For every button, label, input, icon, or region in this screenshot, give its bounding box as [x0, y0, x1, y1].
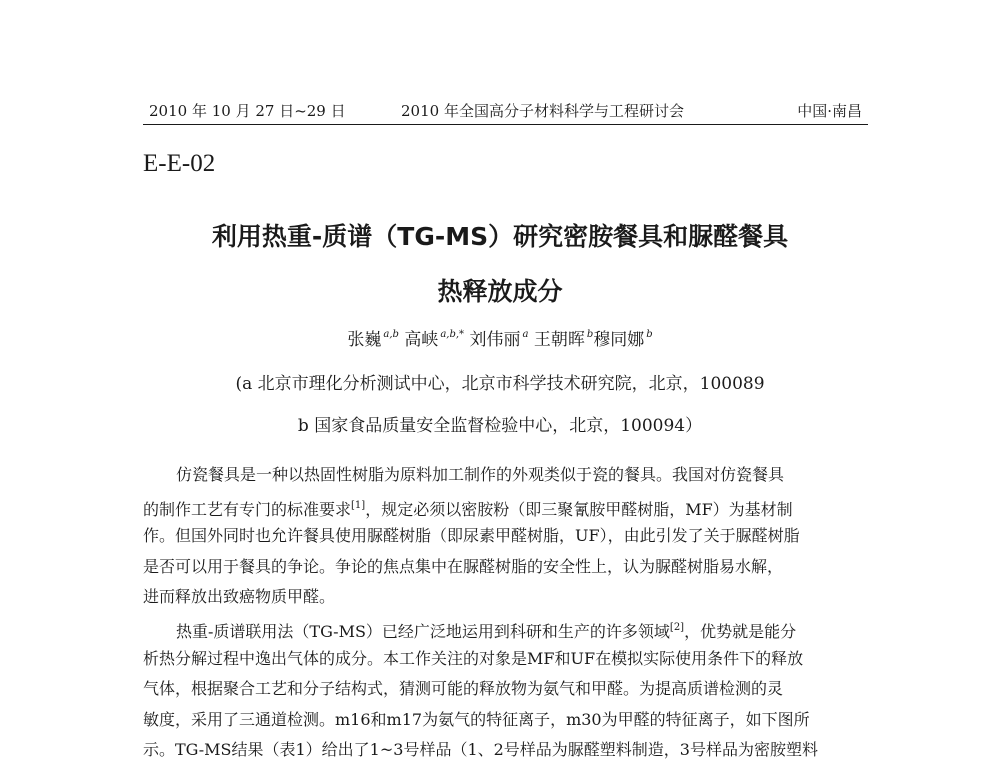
- author-affiliation-mark: a,b,*: [440, 329, 465, 340]
- author-name: 张巍: [347, 330, 382, 350]
- text-line: 仿瓷餐具是一种以热固性树脂为原料加工制作的外观类似于瓷的餐具。我国对仿瓷餐具: [176, 465, 785, 484]
- text-line: 作。但国外同时也允许餐具使用脲醛树脂（即尿素甲醛树脂，UF），由此引发了关于脲醛树脂: [143, 526, 800, 545]
- author-name: 刘伟丽: [469, 330, 521, 350]
- text-line: 进而释放出致癌物质甲醛。: [143, 587, 336, 606]
- text-fragment: ，规定必须以密胺粉（即三聚氰胺甲醛树脂，MF）为基材制: [365, 499, 793, 519]
- author-name: 穆同娜: [593, 330, 645, 350]
- author-name: 王朝晖: [533, 330, 585, 350]
- citation-ref: [2]: [669, 622, 685, 633]
- affiliation-b: b 国家食品质量安全监督检验中心，北京，100094）: [297, 416, 703, 436]
- author-affiliation-mark: b: [586, 329, 594, 340]
- author-list: [0, 325, 1000, 350]
- citation-ref: [1]: [351, 499, 366, 511]
- affiliation-a: (a 北京市理化分析测试中心，北京市科学技术研究院，北京，100089: [235, 374, 765, 394]
- body-paragraph-1: [143, 460, 871, 613]
- author-affiliation-mark: a: [522, 329, 529, 340]
- text-line: 敏度，采用了三通道检测。m16和m17为氨气的特征离子，m30为甲醛的特征离子，如下图所: [143, 709, 810, 729]
- body-paragraph-2: [143, 613, 871, 760]
- text-line: 气体，根据聚合工艺和分子结构式，猜测可能的释放物为氨气和甲醛。为提高质谱检测的灵: [143, 679, 784, 698]
- text-fragment: 热重-质谱联用法（TG-MS）已经广泛地运用到科研和生产的许多领域: [176, 622, 670, 641]
- text-line: [143, 491, 871, 522]
- author-name: 高峡: [404, 330, 439, 350]
- title-line-1: 利用热重-质谱（TG-MS）研究密胺餐具和脲醛餐具: [211, 222, 789, 251]
- title-line-2: 热释放成分: [437, 277, 563, 306]
- text-fragment: 的制作工艺有专门的标准要求: [143, 499, 352, 519]
- paper-code: E-E-02: [143, 150, 216, 177]
- running-header: [143, 100, 868, 125]
- text-line: 析热分解过程中逸出气体的成分。本工作关注的对象是MF和UF在模拟实际使用条件下的释放: [143, 648, 804, 668]
- author-affiliation-mark: a,b: [383, 329, 399, 340]
- text-fragment: ，优势就是能分: [684, 622, 797, 641]
- text-line: [143, 613, 871, 644]
- header-place: 中国·南昌: [797, 102, 862, 120]
- author-affiliation-mark: b: [646, 329, 653, 340]
- header-conference: 2010 年全国高分子材料科学与工程研讨会: [401, 102, 684, 120]
- text-line: 是否可以用于餐具的争论。争论的焦点集中在脲醛树脂的安全性上，认为脲醛树脂易水解，: [143, 556, 784, 576]
- header-date: 2010 年 10 月 27 日~29 日: [149, 102, 346, 120]
- text-line: 示。TG-MS结果（表1）给出了1~3号样品（1、2号样品为脲醛塑料制造，3号样品为密胺塑料: [143, 740, 818, 759]
